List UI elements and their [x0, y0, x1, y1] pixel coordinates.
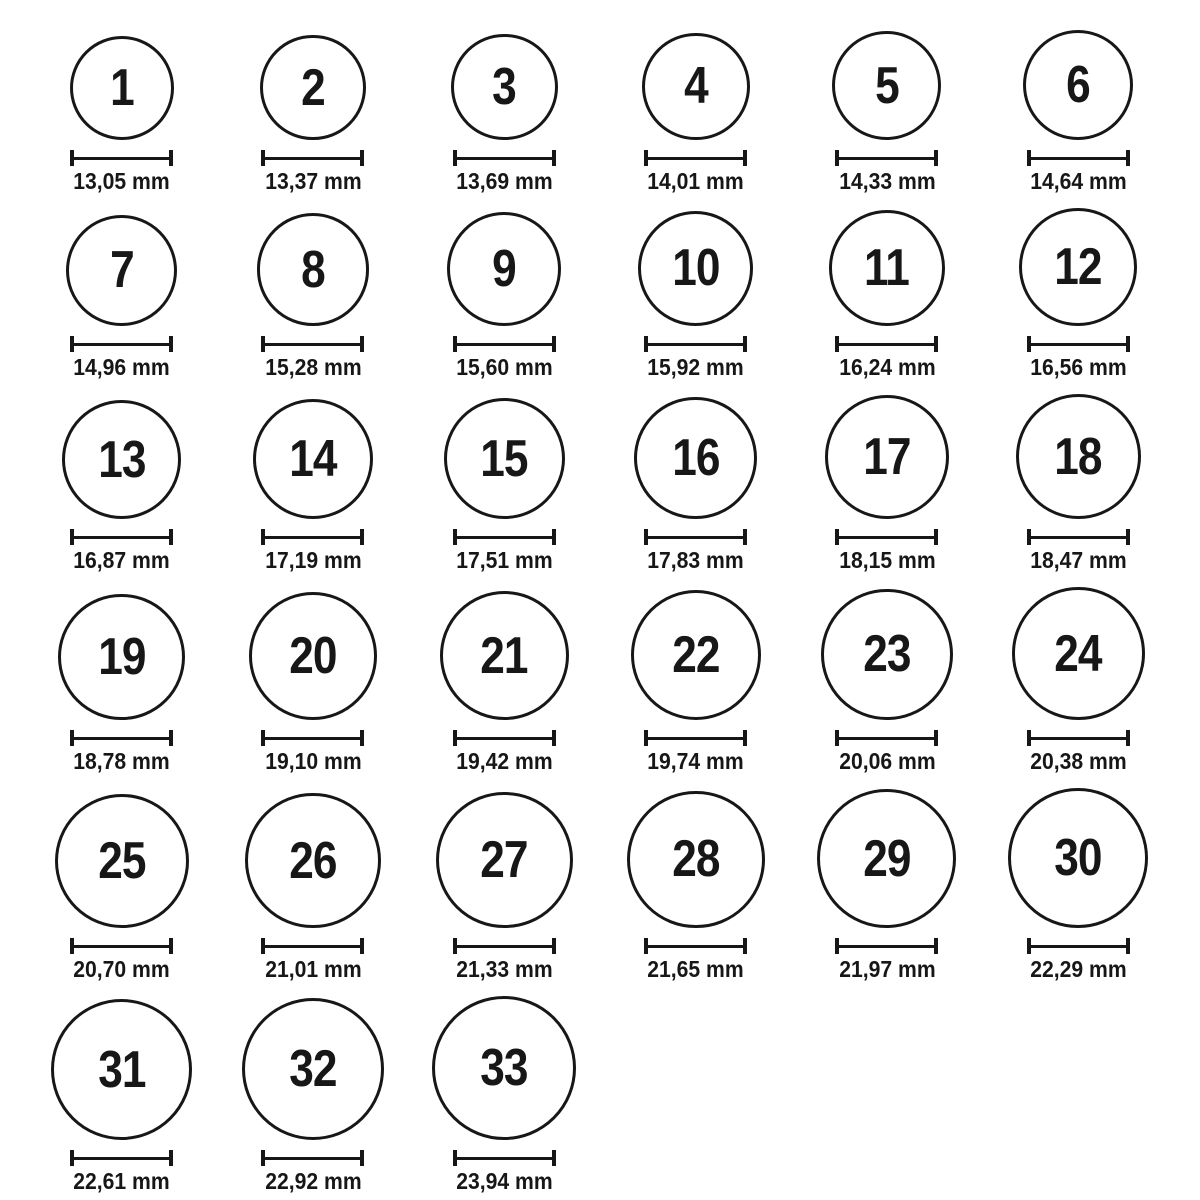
diameter-label: 20,06 mm [838, 748, 936, 774]
diameter-label: 19,10 mm [264, 748, 362, 774]
diameter-label: 17,51 mm [456, 547, 553, 574]
diameter-label: 13,37 mm [264, 168, 362, 195]
diameter-measure-line [453, 336, 556, 352]
diameter-label: 18,78 mm [73, 748, 170, 774]
diameter-label: 20,70 mm [73, 956, 170, 983]
ring-circle [440, 591, 569, 720]
diameter-label: 21,33 mm [456, 956, 553, 983]
ring-size-item [217, 208, 408, 380]
diameter-label: 16,24 mm [838, 354, 936, 380]
ring-size-item [217, 30, 408, 194]
diameter-label: 15,60 mm [456, 354, 553, 380]
ring-row [26, 587, 1174, 774]
ring-circle [432, 996, 576, 1140]
ring-size-item [983, 587, 1174, 774]
ring-size-number: 27 [480, 831, 529, 889]
diameter-label: 13,05 mm [73, 168, 170, 195]
ring-circle [1012, 587, 1145, 720]
ring-size-item [26, 394, 217, 573]
ring-size-item [409, 394, 600, 573]
diameter-measure-line [644, 529, 747, 545]
diameter-label: 18,47 mm [1030, 547, 1127, 574]
ring-size-number: 17 [863, 428, 911, 487]
ring-size-number: 23 [863, 625, 911, 684]
diameter-label: 14,01 mm [647, 168, 744, 195]
ring-size-number: 11 [864, 238, 910, 297]
diameter-measure-line [70, 150, 173, 166]
diameter-measure-line [644, 730, 747, 746]
diameter-label: 13,69 mm [456, 168, 553, 195]
ring-row [26, 394, 1174, 573]
diameter-measure-line [70, 1150, 173, 1166]
diameter-label: 21,01 mm [264, 956, 362, 983]
ring-circle [242, 998, 385, 1141]
ring-circle [257, 213, 370, 326]
diameter-measure-line [1027, 529, 1130, 545]
ring-size-item [983, 30, 1174, 194]
ring-size-item [26, 996, 217, 1194]
ring-circle [444, 398, 566, 520]
ring-circle [1019, 208, 1137, 326]
ring-size-item [600, 30, 791, 194]
ring-row [26, 30, 1174, 194]
ring-circle [55, 794, 189, 928]
diameter-label: 16,56 mm [1030, 354, 1127, 380]
ring-size-item [409, 587, 600, 774]
ring-size-number: 10 [671, 239, 720, 298]
diameter-measure-line [261, 150, 364, 166]
ring-size-number: 5 [875, 56, 899, 115]
ring-size-number: 8 [301, 240, 325, 299]
ring-circle [642, 33, 750, 141]
ring-size-item [791, 394, 982, 573]
diameter-label: 19,42 mm [456, 748, 553, 774]
ring-row [26, 788, 1174, 982]
diameter-measure-line [70, 336, 173, 352]
ring-size-item [217, 996, 408, 1194]
diameter-measure-line [261, 1150, 364, 1166]
diameter-measure-line [1027, 336, 1130, 352]
diameter-label: 22,61 mm [73, 1168, 170, 1195]
ring-size-item [600, 208, 791, 380]
diameter-measure-line [835, 336, 938, 352]
diameter-label: 16,87 mm [73, 547, 170, 574]
ring-circle [1008, 788, 1148, 928]
ring-circle [829, 210, 946, 327]
ring-size-number: 29 [863, 829, 911, 888]
ring-size-item [409, 788, 600, 982]
diameter-measure-line [70, 529, 173, 545]
ring-size-item [409, 30, 600, 194]
diameter-measure-line [261, 730, 364, 746]
ring-size-number: 32 [289, 1039, 337, 1098]
ring-circle [1023, 30, 1133, 140]
ring-size-item [26, 208, 217, 380]
diameter-label: 23,94 mm [456, 1168, 553, 1195]
ring-circle [634, 397, 757, 520]
ring-circle [631, 590, 761, 720]
diameter-measure-line [1027, 150, 1130, 166]
ring-circle [817, 789, 956, 928]
ring-size-number: 13 [97, 430, 146, 489]
ring-size-number: 19 [97, 627, 146, 686]
ring-size-item [983, 788, 1174, 982]
ring-size-item [791, 208, 982, 380]
ring-size-number: 25 [97, 832, 146, 891]
ring-circle [436, 792, 573, 929]
ring-size-number: 26 [289, 831, 337, 890]
diameter-measure-line [261, 529, 364, 545]
ring-size-number: 33 [480, 1039, 529, 1098]
ring-size-number: 18 [1054, 427, 1103, 486]
ring-size-item [600, 587, 791, 774]
ring-circle [70, 36, 174, 140]
diameter-label: 21,97 mm [838, 956, 936, 983]
ring-circle [260, 35, 365, 140]
diameter-measure-line [835, 730, 938, 746]
ring-circle [1016, 394, 1141, 519]
ring-size-number: 31 [97, 1040, 146, 1099]
ring-size-item [26, 587, 217, 774]
ring-size-number: 30 [1054, 829, 1103, 888]
diameter-measure-line [453, 150, 556, 166]
ring-size-number: 9 [492, 240, 517, 298]
ring-size-item [217, 587, 408, 774]
diameter-measure-line [261, 938, 364, 954]
ring-circle [821, 589, 953, 721]
ring-size-item [600, 394, 791, 573]
diameter-measure-line [70, 938, 173, 954]
ring-row [26, 996, 1174, 1194]
diameter-measure-line [70, 730, 173, 746]
ring-size-number: 28 [671, 830, 720, 889]
diameter-measure-line [644, 938, 747, 954]
ring-size-item [217, 788, 408, 982]
ring-size-item [600, 788, 791, 982]
ring-size-item [409, 996, 600, 1194]
ring-size-number: 6 [1066, 56, 1091, 115]
ring-circle [447, 212, 561, 326]
ring-circle [627, 791, 765, 929]
diameter-measure-line [835, 150, 938, 166]
ring-circle [825, 395, 949, 519]
diameter-label: 22,29 mm [1030, 956, 1127, 983]
diameter-label: 21,65 mm [647, 956, 744, 983]
ring-circle [62, 400, 181, 519]
diameter-label: 17,83 mm [647, 547, 744, 574]
diameter-measure-line [453, 1150, 556, 1166]
diameter-measure-line [453, 938, 556, 954]
diameter-label: 22,92 mm [264, 1168, 362, 1195]
ring-circle [451, 34, 558, 141]
ring-size-item [791, 30, 982, 194]
ring-size-item [26, 30, 217, 194]
diameter-label: 14,33 mm [838, 168, 936, 195]
diameter-measure-line [644, 336, 747, 352]
diameter-measure-line [453, 529, 556, 545]
diameter-measure-line [644, 150, 747, 166]
ring-circle [51, 999, 193, 1141]
diameter-measure-line [835, 529, 938, 545]
ring-size-number: 24 [1054, 624, 1103, 683]
ring-size-number: 16 [671, 428, 720, 487]
ring-circle [253, 399, 373, 519]
diameter-label: 20,38 mm [1030, 748, 1127, 774]
ring-size-item [791, 788, 982, 982]
diameter-measure-line [261, 336, 364, 352]
diameter-measure-line [1027, 730, 1130, 746]
diameter-label: 15,92 mm [647, 354, 744, 380]
diameter-measure-line [1027, 938, 1130, 954]
ring-size-item [983, 208, 1174, 380]
ring-size-number: 12 [1054, 238, 1103, 297]
ring-size-number: 4 [683, 57, 708, 116]
ring-size-item [791, 587, 982, 774]
ring-circle [249, 592, 377, 720]
ring-size-number: 21 [480, 626, 529, 685]
ring-size-item [26, 788, 217, 982]
ring-size-number: 22 [671, 625, 720, 684]
ring-circle [66, 215, 178, 327]
diameter-label: 14,96 mm [73, 354, 170, 380]
ring-size-item [983, 394, 1174, 573]
ring-size-number: 1 [109, 59, 134, 118]
diameter-label: 14,64 mm [1030, 168, 1127, 195]
ring-size-item [217, 394, 408, 573]
diameter-measure-line [835, 938, 938, 954]
ring-size-number: 14 [289, 430, 337, 489]
ring-size-number: 7 [109, 241, 134, 300]
diameter-label: 19,74 mm [647, 748, 744, 774]
ring-circle [638, 211, 753, 326]
ring-size-number: 3 [492, 58, 517, 116]
diameter-label: 15,28 mm [264, 354, 362, 380]
ring-circle [58, 594, 185, 721]
ring-size-number: 2 [301, 58, 325, 117]
diameter-label: 18,15 mm [838, 547, 936, 574]
ring-size-number: 20 [289, 627, 337, 686]
ring-circle [832, 31, 941, 140]
ring-size-number: 15 [480, 429, 529, 488]
diameter-measure-line [453, 730, 556, 746]
ring-row [26, 208, 1174, 380]
ring-size-item [409, 208, 600, 380]
ring-circle [245, 793, 380, 928]
diameter-label: 17,19 mm [264, 547, 362, 574]
